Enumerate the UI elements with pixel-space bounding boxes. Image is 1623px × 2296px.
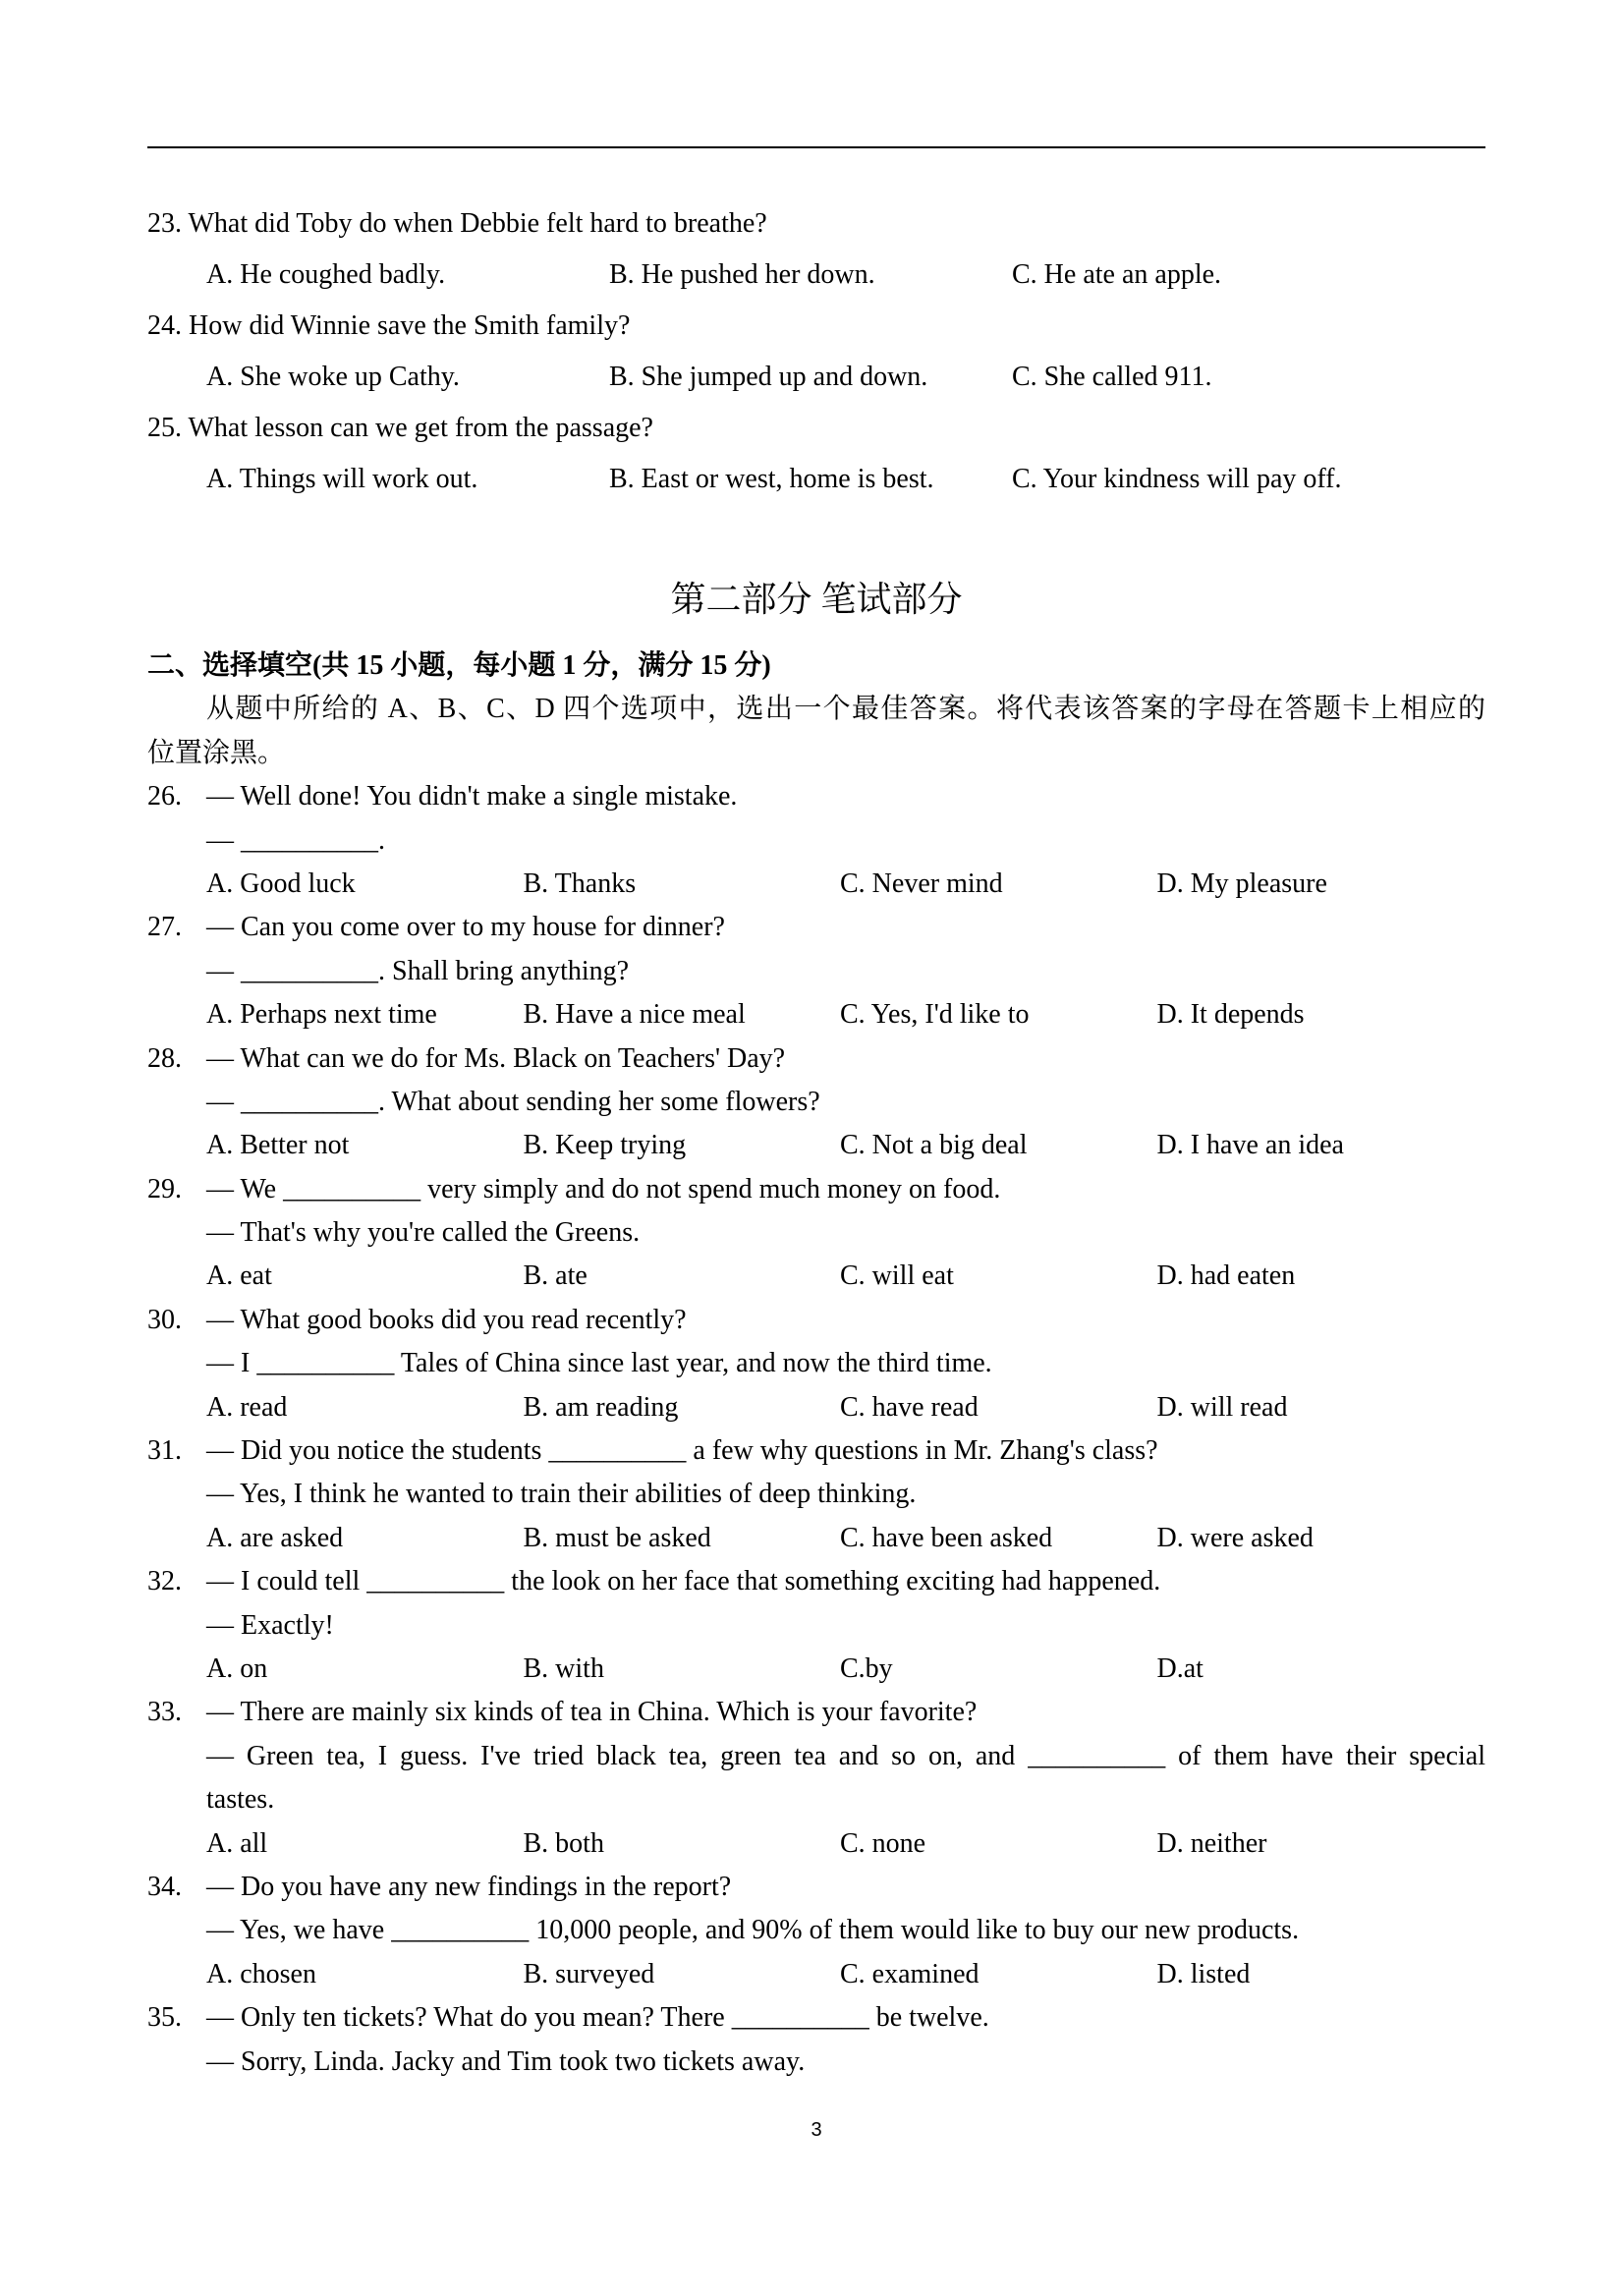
option-c: C. Not a big deal (840, 1130, 1028, 1161)
question-number: 35. (147, 2002, 182, 2034)
option-a: A. eat (206, 1260, 272, 1292)
question-23 (147, 198, 1485, 250)
question-reply-continued: tastes. (206, 1784, 275, 1816)
question-27-options (147, 993, 1485, 1036)
question-number: 28. (147, 1042, 182, 1074)
question-25-options (147, 454, 1485, 505)
option-b: B. both (523, 1827, 604, 1859)
option-b: B. with (523, 1652, 604, 1684)
question-reply: — __________. What about sending her some flowers? (206, 1086, 820, 1117)
question-24 (147, 301, 1485, 352)
question-number: 25. (147, 413, 182, 443)
option-b: B. am reading (523, 1391, 679, 1423)
question-number: 32. (147, 1566, 182, 1597)
instructions-line-2: 位置涂黑。 (147, 737, 286, 768)
option-a: A. are asked (206, 1522, 344, 1553)
instructions-line-1: 从题中所给的 A、B、C、D 四个选项中，选出一个最佳答案。将代表该答案的字母在答题卡上相应的 (206, 694, 1485, 725)
option-d: D. I have an idea (1156, 1130, 1344, 1161)
question-reply: — That's why you're called the Greens. (206, 1217, 641, 1249)
question-34-options (147, 1953, 1485, 1996)
question-reply: — Yes, I think he wanted to train their abilities of deep thinking. (206, 1479, 917, 1510)
question-35 (147, 1996, 1485, 2040)
written-section (147, 644, 1485, 2084)
question-24-options (147, 352, 1485, 403)
question-prompt: — Well done! You didn't make a single mistake. (206, 781, 738, 812)
option-d: D. neither (1156, 1827, 1267, 1859)
option-c: C.by (840, 1652, 893, 1684)
question-30-options (147, 1386, 1485, 1429)
option-b: B. She jumped up and down. (609, 362, 928, 392)
question-text: How did Winnie save the Smith family? (189, 310, 631, 341)
question-reply: — I __________ Tales of China since last year, and now the third time. (206, 1348, 992, 1379)
option-b: B. East or west, home is best. (609, 464, 934, 494)
question-31-options (147, 1517, 1485, 1560)
option-c: C. Never mind (840, 868, 1003, 899)
question-29 (147, 1168, 1485, 1211)
option-c: C. examined (840, 1958, 979, 1989)
question-26-options (147, 863, 1485, 906)
option-c: C. He ate an apple. (1012, 259, 1222, 290)
option-b: B. Keep trying (523, 1130, 687, 1161)
option-a: A. on (206, 1652, 268, 1684)
question-23-options (147, 250, 1485, 301)
question-text: What lesson can we get from the passage? (188, 413, 653, 443)
question-prompt: — There are mainly six kinds of tea in China. Which is your favorite? (206, 1697, 978, 1728)
page-number: 3 (811, 2119, 822, 2141)
question-number: 30. (147, 1304, 182, 1335)
option-a: A. Perhaps next time (206, 999, 437, 1031)
question-31 (147, 1429, 1485, 1473)
option-c: C. She called 911. (1012, 362, 1212, 392)
option-d: D. were asked (1156, 1522, 1314, 1553)
option-d: D. It depends (1156, 999, 1305, 1031)
question-prompt: — Can you come over to my house for dinner? (206, 912, 725, 943)
question-number: 29. (147, 1173, 182, 1204)
question-prompt: — Only ten tickets? What do you mean? There __________ be twelve. (206, 2002, 989, 2034)
question-32 (147, 1560, 1485, 1603)
option-c: C. will eat (840, 1260, 954, 1292)
question-number: 27. (147, 912, 182, 943)
option-c: C. have read (840, 1391, 979, 1423)
option-c: C. have been asked (840, 1522, 1053, 1553)
question-prompt: — Do you have any new findings in the report? (206, 1871, 732, 1902)
question-28 (147, 1037, 1485, 1081)
question-33 (147, 1691, 1485, 1734)
option-b: B. must be asked (523, 1522, 711, 1553)
option-b: B. ate (523, 1260, 588, 1292)
option-b: B. He pushed her down. (609, 259, 875, 290)
question-34 (147, 1866, 1485, 1909)
part-heading: 二、选择填空(共 15 小题，每小题 1 分，满分 15 分) (147, 650, 771, 681)
question-reply: — Sorry, Linda. Jacky and Tim took two tickets away. (206, 2045, 806, 2077)
question-prompt: — We __________ very simply and do not spend much money on food. (206, 1173, 1001, 1204)
option-c: C. none (840, 1827, 926, 1859)
option-d: D. had eaten (1156, 1260, 1296, 1292)
question-text: What did Toby do when Debbie felt hard to breathe? (188, 208, 767, 239)
question-number: 23. (147, 208, 182, 239)
option-a: A. She woke up Cathy. (206, 362, 460, 392)
option-a: A. all (206, 1827, 268, 1859)
question-reply: — Green tea, I guess. I've tried black tea, green tea and so on, and __________ of them have their special (206, 1740, 1485, 1771)
question-26 (147, 775, 1485, 818)
option-d: D.at (1156, 1652, 1203, 1684)
question-32-options (147, 1648, 1485, 1691)
option-a: A. Things will work out. (206, 464, 478, 494)
option-b: B. surveyed (523, 1958, 655, 1989)
question-30 (147, 1299, 1485, 1342)
question-reply: — __________. Shall bring anything? (206, 955, 630, 986)
option-b: B. Have a nice meal (523, 999, 746, 1031)
question-29-options (147, 1255, 1485, 1298)
option-a: A. He coughed badly. (206, 259, 446, 290)
question-reply: — Exactly! (206, 1609, 334, 1641)
question-reply: — Yes, we have __________ 10,000 people, and 90% of them would like to buy our new products. (206, 1915, 1300, 1946)
question-number: 31. (147, 1435, 182, 1467)
question-33-options (147, 1822, 1485, 1866)
question-prompt: — What good books did you read recently? (206, 1304, 687, 1335)
question-prompt: — What can we do for Ms. Black on Teachers' Day? (206, 1042, 786, 1074)
option-d: D. listed (1156, 1958, 1251, 1989)
listening-questions (147, 198, 1485, 505)
question-prompt: — I could tell __________ the look on her face that something exciting had happened. (206, 1566, 1161, 1597)
option-a: A. chosen (206, 1958, 316, 1989)
option-d: D. My pleasure (1156, 868, 1327, 899)
section-title: 第二部分 笔试部分 (670, 580, 963, 619)
question-reply: — __________. (206, 824, 385, 856)
option-c: C. Your kindness will pay off. (1012, 464, 1342, 494)
question-prompt: — Did you notice the students __________ a few why questions in Mr. Zhang's class? (206, 1435, 1158, 1467)
question-number: 26. (147, 781, 182, 812)
option-a: A. Good luck (206, 868, 356, 899)
option-c: C. Yes, I'd like to (840, 999, 1030, 1031)
option-a: A. Better not (206, 1130, 350, 1161)
option-a: A. read (206, 1391, 288, 1423)
question-27 (147, 906, 1485, 949)
question-number: 33. (147, 1697, 182, 1728)
question-number: 34. (147, 1871, 182, 1902)
option-b: B. Thanks (523, 868, 637, 899)
header-rule (147, 146, 1485, 148)
question-25 (147, 403, 1485, 454)
option-d: D. will read (1156, 1391, 1288, 1423)
question-number: 24. (147, 310, 182, 341)
question-28-options (147, 1124, 1485, 1167)
